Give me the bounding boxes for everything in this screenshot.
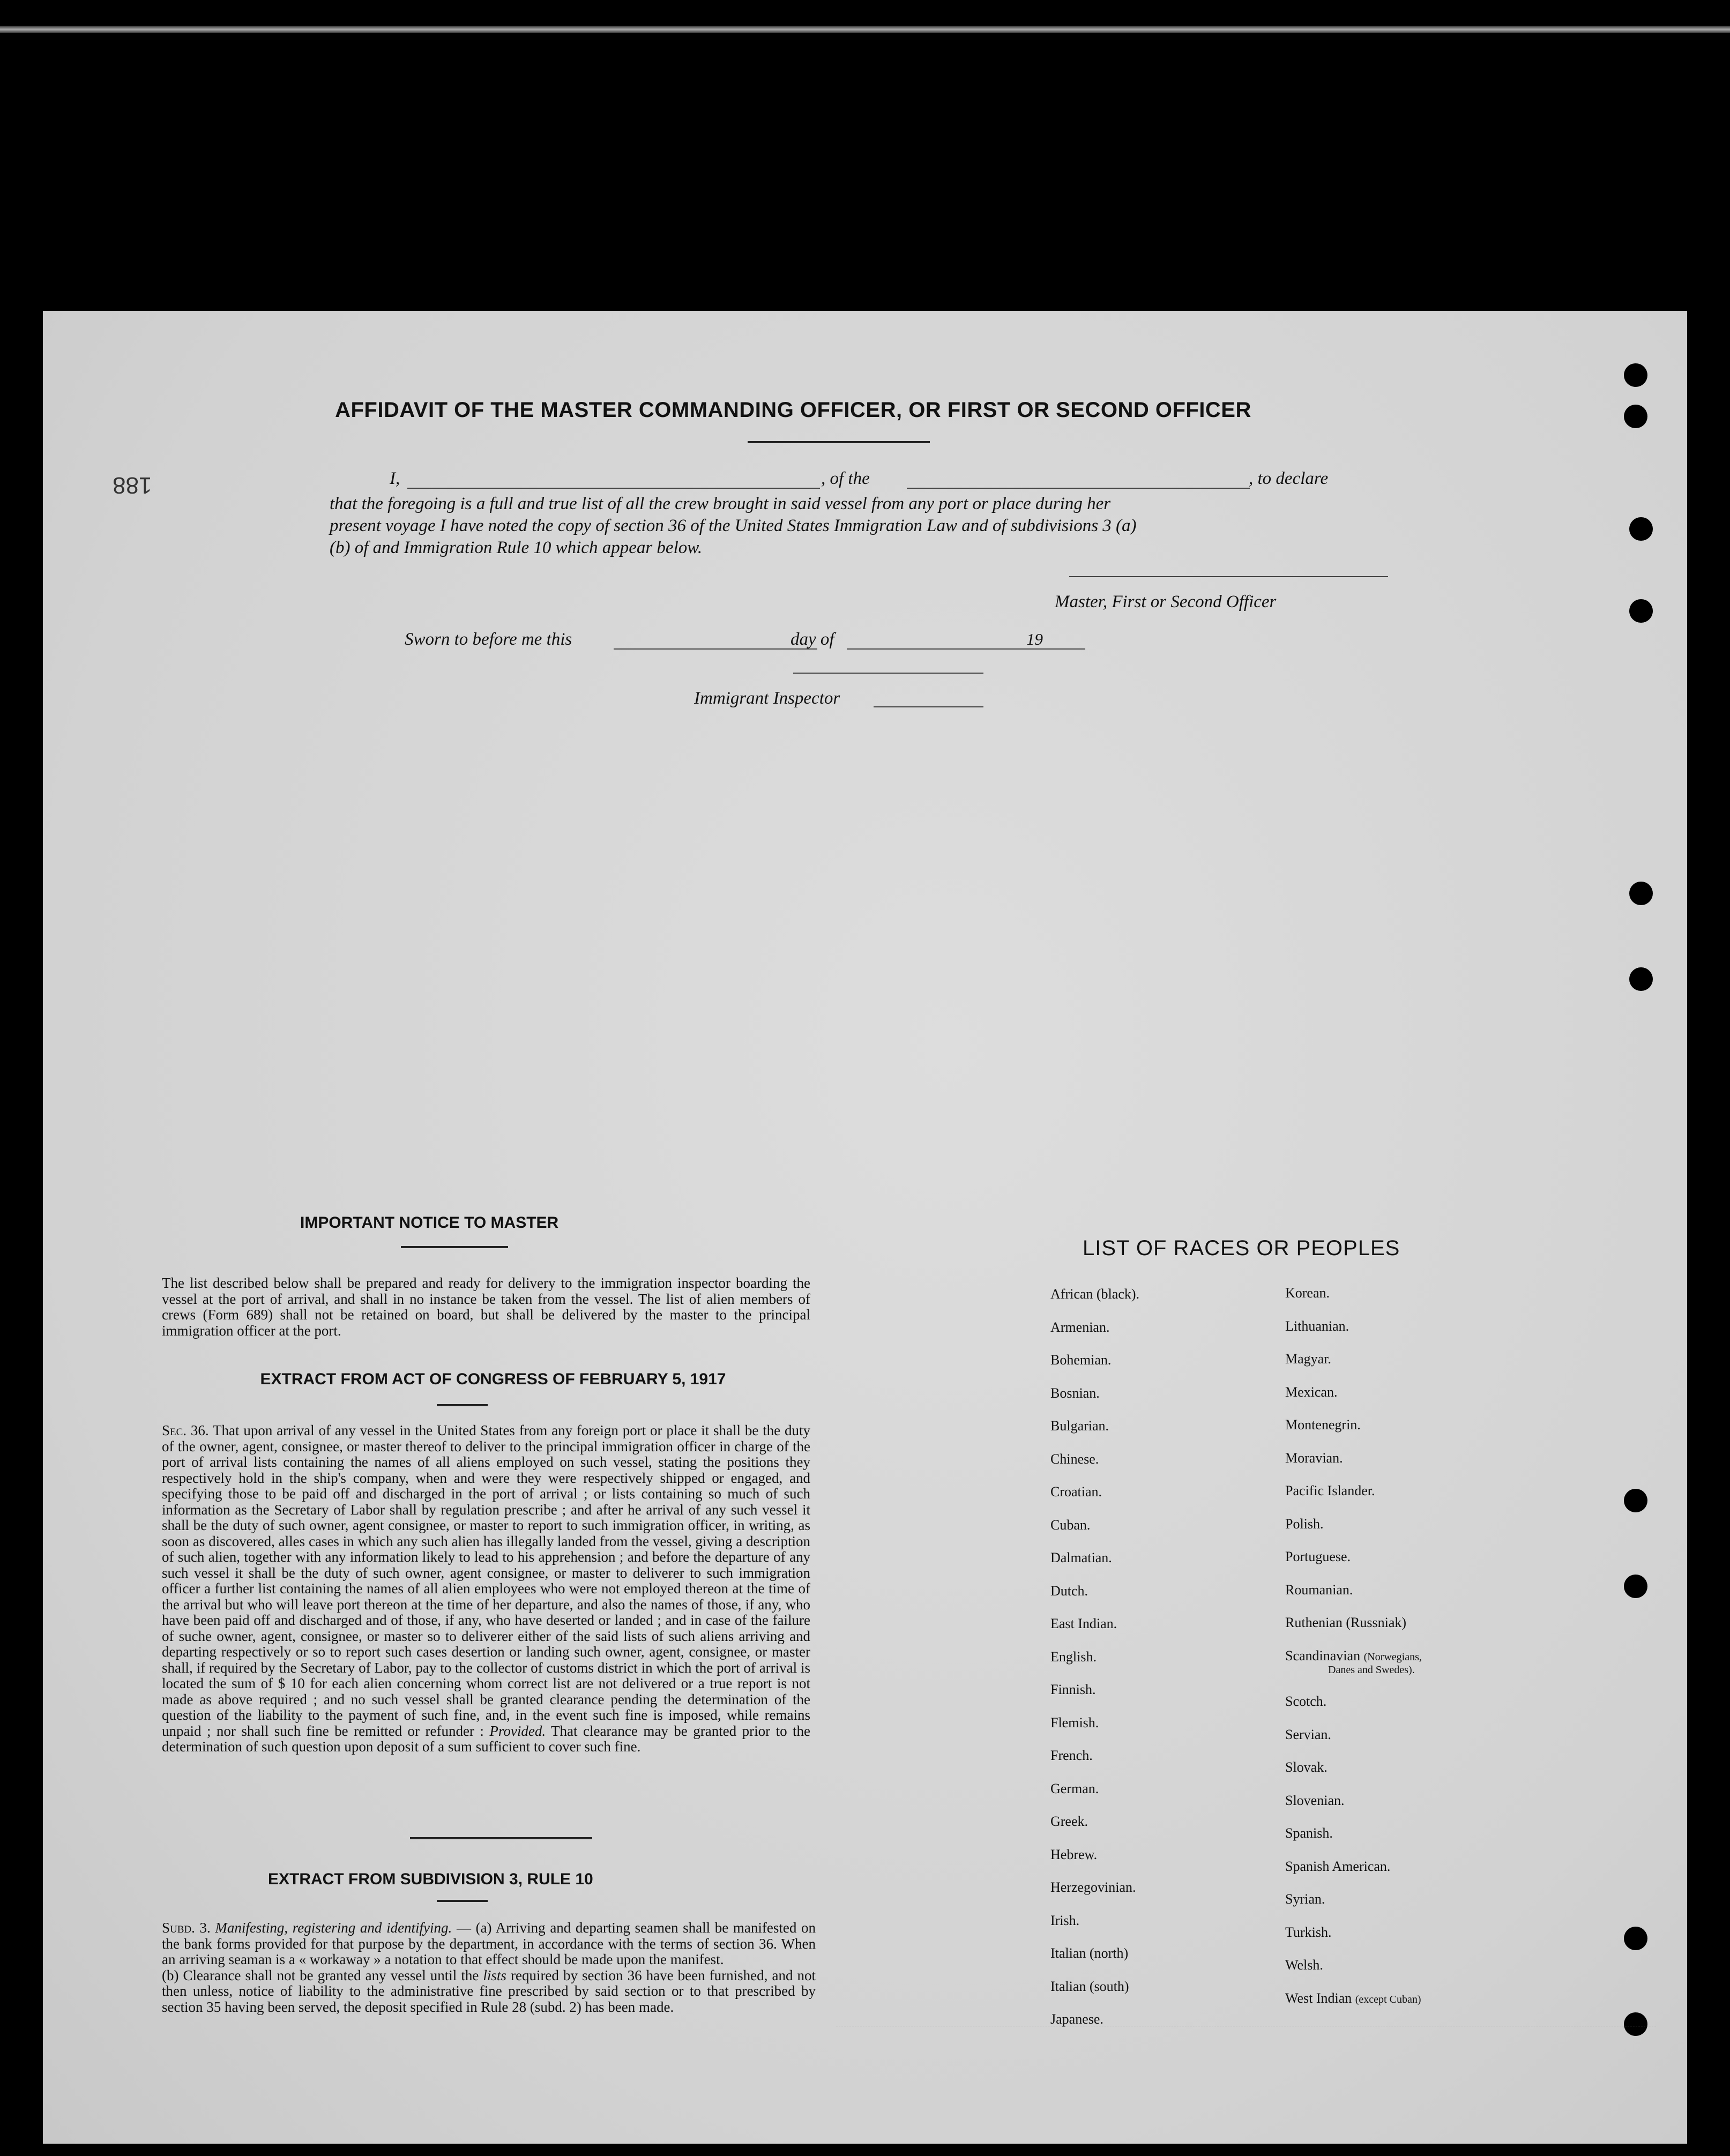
race-item [1285,1924,1331,1941]
race-item [1285,1384,1337,1400]
punch-hole [1629,967,1653,991]
race-item [1285,1759,1328,1775]
race-item [1285,1615,1406,1631]
subd-label: Subd. 3. [162,1920,211,1936]
divider [437,1900,488,1902]
race-label: Mexican. [1285,1384,1338,1400]
signature-label: Master, First or Second Officer [1055,592,1277,611]
divider [437,1404,488,1406]
race-item [1285,1957,1323,1973]
inspector-blank [874,706,983,707]
sworn-label: Sworn to before me this [405,630,572,649]
race-item [1285,1859,1390,1875]
race-label: Magyar. [1285,1351,1331,1367]
divider [410,1837,592,1839]
race-item: French. [1050,1748,1093,1763]
race-item [1285,1990,1421,2006]
race-label: Servian. [1285,1726,1331,1742]
notice-text: The list described below shall be prepared and ready for delivery to the immigration inspector boarding the vessel at the port of arrival, and shall in no instance be taken from the vessel. The list of alien members of crews (Form 689) shall not be retained on board, but shall be delivered by the master to the principal immigration officer at the port. [162,1275,810,1339]
race-item: African (black). [1050,1286,1140,1302]
signature-blank [1069,576,1388,577]
race-item: Flemish. [1050,1714,1099,1730]
act-text [162,1423,810,1755]
race-item [1285,1318,1349,1334]
race-item [1285,1825,1333,1841]
race-item: Irish. [1050,1912,1080,1928]
race-item: Hebrew. [1050,1846,1098,1862]
inspector-sign-blank [793,673,983,674]
race-item: East Indian. [1050,1616,1117,1631]
race-label: West Indian [1285,1990,1352,2006]
sec-label: Sec. 36. [162,1422,209,1438]
race-item: Japanese. [1050,2011,1103,2027]
race-item: Herzegovinian. [1050,1879,1136,1895]
race-item [1285,1450,1343,1466]
race-label: Ruthenian (Russniak) [1285,1615,1407,1630]
race-item: German. [1050,1780,1099,1796]
affidavit-line-2: that the foregoing is a full and true list of all the crew brought in said vessel from any port or place during her [330,494,1111,513]
inspector-label: Immigrant Inspector [694,689,840,708]
rule-text-b-lists: lists [483,1967,506,1983]
act-title: EXTRACT FROM ACT OF CONGRESS OF FEBRUARY 5, 1917 [260,1370,726,1388]
punch-hole [1624,1927,1647,1950]
race-item: Chinese. [1050,1451,1099,1467]
punch-hole [1629,599,1653,623]
race-label: Montenegrin. [1285,1417,1361,1433]
race-label: Slovenian. [1285,1792,1345,1808]
punch-hole [1624,1575,1647,1598]
rule-text-a: — (a) Arriving and departing seamen shall be manifested on the bank forms provided for that purpose by the department, in accordance with the terms of section 36. When an arriving seaman is a « workaway » a notation to that effect should be made upon the manifest. [162,1920,816,1967]
race-note: (Norwegians, [1363,1651,1422,1663]
vessel-blank [907,488,1250,489]
punch-hole [1624,405,1647,428]
race-label: Spanish. [1285,1825,1333,1841]
race-label: Moravian. [1285,1450,1343,1466]
race-label: Turkish. [1285,1924,1332,1940]
rule-text-b-pre: (b) Clearance shall not be granted any vessel until the [162,1967,479,1983]
year-label: 19 [1026,630,1043,648]
race-item: Bohemian. [1050,1352,1112,1368]
act-text-b: That clearance may be granted prior to the determination of such question upon deposit of a sum sufficient to cover such fine. [162,1722,811,1755]
race-item [1285,1417,1361,1433]
document-page [43,311,1687,2144]
race-item [1285,1582,1353,1598]
race-note: (except Cuban) [1355,1993,1421,2005]
affidavit-declare: , to declare [1249,469,1329,488]
race-item: English. [1050,1648,1097,1665]
act-text-a: That upon arrival of any vessel in the United States from any foreign port or place it shall be the duty of the owner, agent, consignee, or master thereof to deliver to the principal immigration officer in charge of the port of arrival lists containing the names of all aliens employed on such vessel, stating the positions they respectively hold in the ship's company, when and were they were respectively shipped or engaged, and specifying those to be paid off and discharged in the port of arrival ; or lists containing so much of such information as the Secretary of Labor shall by regulation prescribe ; and after he arrival of any such vessel it shall be the duty of such owner, agent consignee, or master to report to such immigration officer, in writing, as soon as discovered, alles cases in which any such alien has illegally landed from the vessel, giving a description of such alien, together with any information likely to lead to his apprehension ; and before the departure of any such vessel it shall be the duty of such owner, agent consignee, or master to deliverer to such immigration officer a further list containing the names of all alien employees who were not employed thereon at the time of the arrival but who will leave port thereon at the time of her departure, and also the names of those, if any, who have been paid off and discharged and of those, if any, who have deserted or landed ; and in case of the failure of suche owner, agent, consignee, or master so to deliverer either of the said lists of such aliens arriving and departing respectively or so to report such cases desertion or landing such owner, agent, consignee, or master shall, if required by the Secretary of Labor, pay to the collector of customs district in which the port of arrival is located the sum of $ 10 for each alien concerning whom correct list are not delivered or a true report is not made as above required ; and no such vessel shall be granted clearance pending the determination of the question of the liability to the payment of such fine, and, in the event such fine is imposed, while remains unpaid ; nor shall such fine be remitted or refunder : [162,1422,811,1739]
race-label: Pacific Islander. [1285,1483,1375,1498]
rule-text [162,1920,816,2015]
race-item [1285,1516,1324,1532]
notice-title: IMPORTANT NOTICE TO MASTER [300,1214,559,1232]
race-label: Roumanian. [1285,1581,1353,1598]
race-item: Cuban. [1050,1517,1091,1533]
scanner-edge [0,26,1730,33]
race-label: Lithuanian. [1285,1318,1349,1334]
act-provided: Provided. [489,1722,546,1739]
race-item: Armenian. [1050,1319,1110,1335]
punch-hole [1624,1489,1647,1512]
race-item [1285,1285,1330,1301]
affidavit-i: I, [390,469,400,488]
race-item: Bulgarian. [1050,1418,1109,1434]
race-label: Portuguese. [1285,1549,1351,1564]
affidavit-of-the: , of the [821,469,870,488]
rule-title: EXTRACT FROM SUBDIVISION 3, RULE 10 [268,1870,593,1888]
name-blank [407,488,820,489]
race-label: Welsh. [1285,1957,1323,1973]
rule-text-b-post: required by section 36 have been furnished, and not then unless, notice of liability to the administrative fine prescribed by said section or to that prescribed by section 35 having been served, the deposit specified in Rule 28 (subd. 2) has been made. [162,1967,816,2015]
race-label: Syrian. [1285,1891,1325,1907]
punch-hole [1624,363,1647,387]
race-item: Dutch. [1050,1583,1088,1599]
race-label: Scandinavian [1285,1647,1361,1663]
race-item [1285,1648,1422,1676]
day-of-label: day of [791,630,834,649]
race-item: Greek. [1050,1814,1088,1829]
race-label: Korean. [1285,1285,1330,1301]
race-item: Italian (north) [1050,1945,1129,1961]
divider [748,441,930,443]
race-item [1285,1727,1331,1743]
affidavit-line-4: (b) of and Immigration Rule 10 which appear below. [330,538,703,557]
race-item: Croatian. [1050,1484,1102,1499]
race-item [1285,1351,1331,1367]
affidavit-title: AFFIDAVIT OF THE MASTER COMMANDING OFFICER, OR FIRST OR SECOND OFFICER [335,398,1251,422]
margin-number: 188 [113,472,152,498]
punch-hole [1629,517,1653,541]
race-item: Dalmatian. [1050,1550,1112,1565]
race-item: Bosnian. [1050,1385,1100,1401]
race-item [1285,1891,1325,1907]
affidavit-line-3: present voyage I have noted the copy of section 36 of the United States Immigration Law and of subdivisions 3 (a) [330,516,1137,535]
divider [401,1246,508,1248]
punch-hole [1629,882,1653,905]
race-label: Spanish American. [1285,1858,1391,1874]
punch-hole [1624,2012,1647,2036]
race-item [1285,1694,1326,1710]
day-blank [614,648,817,650]
race-label: Polish. [1285,1516,1324,1532]
race-item: Finnish. [1050,1682,1096,1697]
race-item [1285,1793,1345,1809]
races-title: LIST OF RACES OR PEOPLES [1083,1236,1400,1260]
subd-heading: Manifesting, registering and identifying. [215,1920,452,1936]
race-label: Slovak. [1285,1759,1328,1775]
race-item [1285,1483,1375,1499]
race-label: Scotch. [1285,1694,1327,1709]
race-item [1285,1549,1351,1565]
year-blank [1053,648,1085,650]
race-note: Danes and Swedes). [1328,1663,1415,1676]
race-item: Italian (south) [1050,1978,1129,1994]
